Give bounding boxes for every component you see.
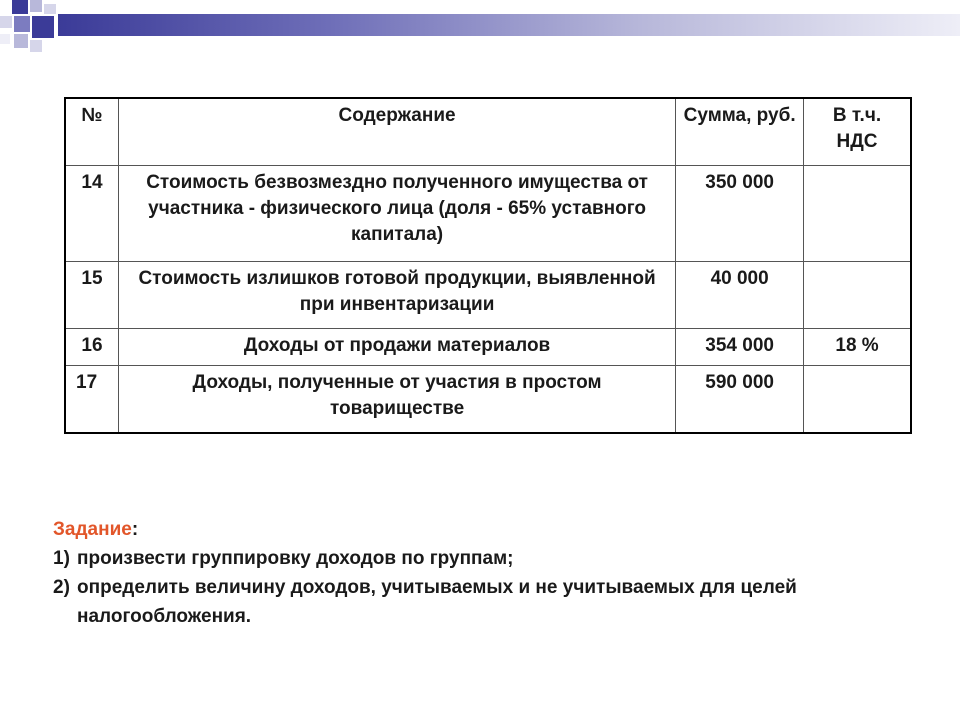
table-row (65, 329, 911, 366)
cell-number: 14 (65, 166, 118, 262)
deco-square (32, 16, 54, 38)
task-item-text: определить величину доходов, учитываемых и не учитываемых для целей налогообложения. (77, 577, 797, 627)
task-heading (53, 515, 933, 544)
cell-number: 17 (65, 366, 118, 434)
deco-square (30, 40, 42, 52)
task-colon: : (131, 519, 139, 540)
deco-square (44, 4, 56, 14)
cell-content: Стоимость безвозмездно полученного имущества от участника - физического лица (доля - 65% уставного капитала) (118, 166, 675, 262)
task-block (53, 515, 933, 631)
cell-vat (804, 366, 911, 434)
cell-number: 15 (65, 262, 118, 329)
header-sum: Сумма, руб. (676, 98, 804, 166)
income-table (64, 97, 912, 434)
task-item-number: 1) (53, 548, 70, 569)
deco-square (14, 34, 28, 48)
table-row (65, 166, 911, 262)
task-title: Задание (53, 519, 132, 540)
task-item (53, 544, 933, 573)
cell-vat (804, 166, 911, 262)
header-decoration (0, 0, 960, 60)
table-row (65, 262, 911, 329)
deco-square (12, 0, 28, 14)
cell-number: 16 (65, 329, 118, 366)
cell-sum: 354 000 (676, 329, 804, 366)
cell-vat (804, 262, 911, 329)
deco-square (0, 34, 10, 44)
cell-content: Доходы, полученные от участия в простом товариществе (118, 366, 675, 434)
table-row (65, 366, 911, 434)
header-content: Содержание (118, 98, 675, 166)
task-item (53, 573, 933, 631)
cell-content: Стоимость излишков готовой продукции, выявленной при инвентаризации (118, 262, 675, 329)
table-header-row (65, 98, 911, 166)
cell-sum: 40 000 (676, 262, 804, 329)
deco-square (30, 0, 42, 12)
cell-sum: 350 000 (676, 166, 804, 262)
task-item-number: 2) (53, 577, 70, 598)
header-gradient-bar (58, 14, 960, 36)
header-vat: В т.ч. НДС (804, 98, 911, 166)
cell-content: Доходы от продажи материалов (118, 329, 675, 366)
cell-vat: 18 % (804, 329, 911, 366)
deco-square (0, 16, 12, 28)
task-item-text: произвести группировку доходов по группам; (77, 548, 514, 569)
deco-square (14, 16, 30, 32)
cell-sum: 590 000 (676, 366, 804, 434)
header-number: № (65, 98, 118, 166)
